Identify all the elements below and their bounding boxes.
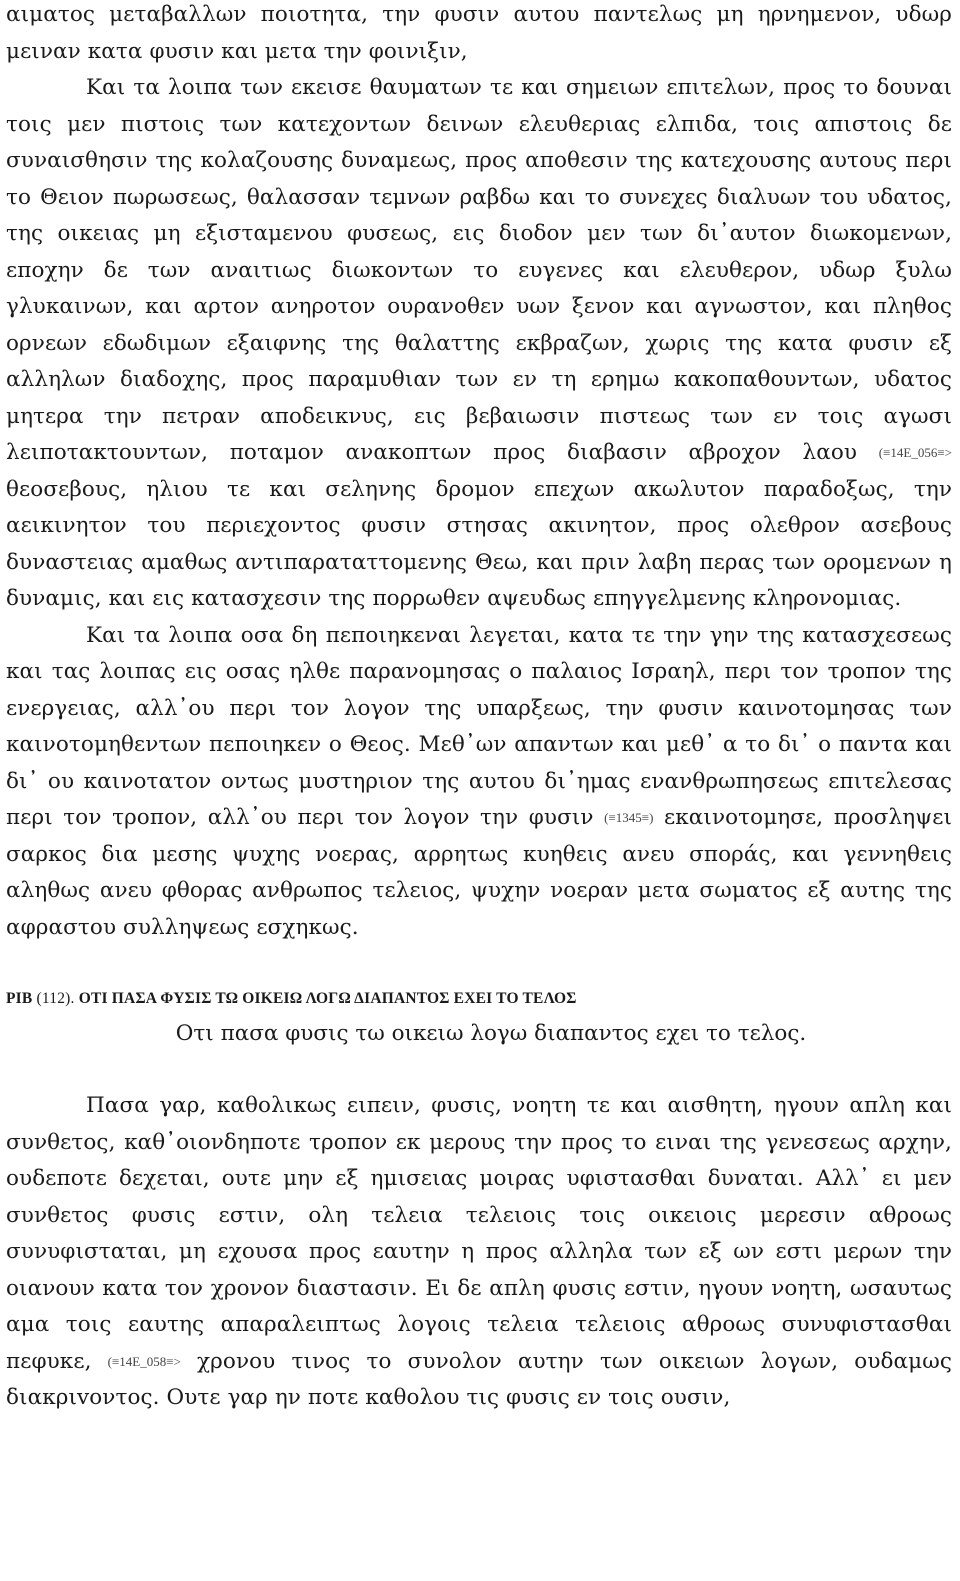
paragraph-text: θεοσεβους, ηλιου τε και σεληνης δρομον επεχων ακωλυτον παραδοξως, την αεικινητον του περιεχοντος φυσιν στησας ακινητον, προς ολεθρον ασεβους δυναστειας αμαθως αντιπαραταττομενης Θεω, και πριν λαβη περας των ορομενων η δυναμις, και εις κατασχεσιν της πορρωθεν αψευδως επηγγελμενης κληρονομιας. <box>6 476 952 611</box>
paragraph-text: αιματος μεταβαλλων ποιοτητα, την φυσιν αυτου παντελως μη ηρνημενον, υδωρ μειναν κατα φυσιν και μετα την φοινιξιν, <box>6 2 952 64</box>
paragraph-text: Και τα λοιπα των εκεισε θαυματων τε και σημειων επιτελων, προς το δουναι τοις μεν πιστοις των κατεχοντων δεινων ελευθεριας ελπιδα, τοις απιστοις δε συναισθησιν της κολαζουσης δυναμεως, προς αποθεσιν της κατεχουσης αυτους περι το Θειον πωρωσεως, θαλασσαν τεμνων ραβδω και το συνεχες διαλυων του υδατος, της οικειας μη εξισταμενου φυσεως, εις διοδον μεν των δι᾿αυτον διωκομενων, εποχην δε των αναιτιως διωκοντων το ευγενες και ελευθερον, υδωρ ξυλω γλυκαινων, και αρτον ανηροτον ουρανοθεν υων ξενον και αγνωστον, και πληθος ορνεων εδωδιμων εξαιφνης της θαλαττης εκβραζων, χωρις της κατα φυσιν εξ αλληλων διαδοχης, προς παραμυθιαν των εν τη ερημω κακοπαθουντων, υδατος μητερα την πετραν αποδεικνυς, εις βεβαιωσιν πιστεως των εν τοις αγωσι λειποτακτουντων, ποταμον ανακοπτων προς διαβασιν αβροχον λαου <box>6 75 952 465</box>
paragraph-text: Και τα λοιπα οσα δη πεποιηκεναι λεγεται, κατα τε την γην της κατασχεσεως και τας λοιπας εις οσας ηλθε παρανομησας ο παλαιος Ισραηλ, περι τον τροπον της ενεργειας, αλλ᾿ου περι τον λογον της υπαρξεως, την φυσιν καινοτομησας των καινοτομηθεντων πεποιηκεν ο Θεος. Μεθ᾿ων απαντων και μεθ᾿ α το δι᾿ ο παντα και δι᾿ ου καινοτατον οντως μυστηριον της αυτου δι᾿ημας ενανθρωπησεως επιτελεσας περι τον τροπον, αλλ᾿ου περι τον λογον την φυσιν <box>6 622 952 830</box>
spacer <box>6 1052 952 1088</box>
page-marker: (≡14E_056≡> <box>878 445 952 460</box>
page-marker: (≡14E_058≡> <box>107 1353 181 1369</box>
document-page <box>6 0 952 1417</box>
page-marker: (≡1345≡) <box>604 810 654 825</box>
paragraph-text: χρονου τινος το συνολον αυτην των οικειων λογων, ουδαμως διακριvοντος. Ουτε γαρ ην ποτε καθολου τις φυσις εν τοις ουσιν, <box>6 1348 952 1410</box>
paragraph-text: εκαινοτομησε, προσληψει σαρκος δια μεσης ψυχης νοερας, αρρητως κυηθεις ανευ σποράς, και γεννηθεις αληθως ανευ φθορας ανθρωπος τελειος, ψυχην νοεραν μετα σωματος εξ αυτης της αφραστου συλληψεως εσχηκως. <box>6 805 952 940</box>
paragraph <box>6 70 952 618</box>
section-label: PIB <box>6 990 33 1007</box>
section-number: (112). <box>36 990 75 1007</box>
section-title: ΟΤΙ ΠΑΣΑ ΦΥΣΙΣ ΤΩ ΟΙΚΕΙΩ ΛΟΓΩ ΔΙΑΠΑΝΤΟΣ ΕΧΕΙ ΤΟ ΤΕΛΟΣ <box>78 990 577 1007</box>
paragraph <box>6 0 952 70</box>
paragraph <box>6 1088 952 1417</box>
body-text-bottom <box>6 1088 952 1417</box>
body-text-top <box>6 0 952 946</box>
section-heading <box>6 990 952 1008</box>
section-subtitle: Οτι πασα φυσις τω οικειω λογω διαπαντος εχει το τελος. <box>175 1021 807 1046</box>
paragraph-text: Πασα γαρ, καθολικως ειπειν, φυσις, νοητη τε και αισθητη, ηγουν απλη και συνθετος, καθ᾿οιονδηποτε τροπον εκ μερους την προς το ειναι της γενεσεως αρχην, ουδεποτε δεχεται, ουτε μην εξ ημισειας μοιρας υφιστασθαι δυναται. Αλλ᾿ ει μεν συνθετος φυσις εστιν, ολη τελεια τελειοις τοις οικειοις μερεσιν αθροως συνυφισταται, μη εχουσα προς εαυτην η προς αλληλα των εξ ων εστι μερων την οιανουν κατα τον χρονον διαστασιν. Ει δε απλη φυσις εστιν, ηγουν νοητη, ωσαυτως αμα τοις εαυτης απαραλειπτως λογοις τελεια τελειοις αθροως συνυφιστασθαι πεφυκε, <box>6 1093 952 1374</box>
paragraph <box>6 618 952 947</box>
